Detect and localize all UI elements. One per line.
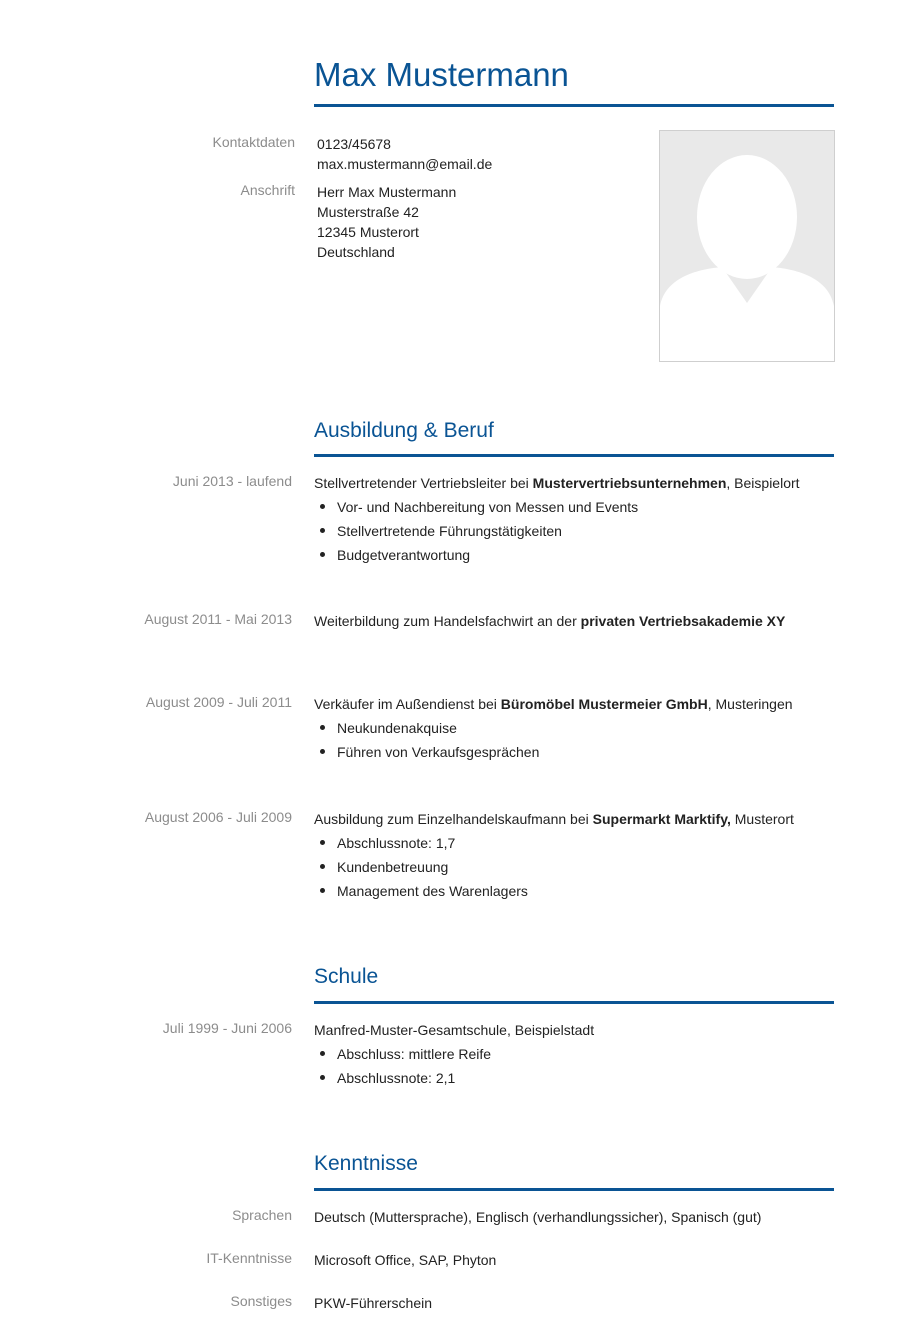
bullet-item: Neukundenakquise bbox=[314, 718, 834, 742]
entry-date: Juni 2013 - laufend bbox=[172, 473, 292, 489]
section-title-career: Ausbildung & Beruf bbox=[314, 419, 494, 442]
bullet-item: Stellvertretende Führungstätigkeiten bbox=[314, 521, 834, 545]
bullet-item: Budgetverantwortung bbox=[314, 545, 834, 569]
skill-value: Deutsch (Muttersprache), Englisch (verhandlungssicher), Spanisch (gut) bbox=[314, 1209, 762, 1225]
career-entry: Verkäufer im Außendienst bei Büromöbel Mustermeier GmbH, Musteringen Neukundenakquise Führen von Verkaufsgesprächen bbox=[314, 694, 834, 766]
skill-label: Sprachen bbox=[232, 1207, 292, 1223]
address-line: Herr Max Mustermann bbox=[317, 184, 457, 200]
skill-label: IT-Kenntnisse bbox=[206, 1250, 292, 1266]
career-entry: Ausbildung zum Einzelhandelskaufmann bei Supermarkt Marktify, Musterort Abschlussnote: 1,7 Kundenbetreuung Management des Warenlagers bbox=[314, 809, 834, 905]
section-rule bbox=[314, 454, 834, 457]
section-title-school: Schule bbox=[314, 965, 379, 988]
section-rule bbox=[314, 1188, 834, 1191]
address-line: Musterstraße 42 bbox=[317, 204, 419, 220]
entry-date: August 2006 - Juli 2009 bbox=[144, 809, 292, 825]
entry-date: August 2009 - Juli 2011 bbox=[145, 694, 292, 710]
address-label: Anschrift bbox=[240, 182, 295, 198]
contact-email: max.mustermann@email.de bbox=[317, 156, 493, 172]
contact-label: Kontaktdaten bbox=[212, 134, 295, 150]
bullet-item: Kundenbetreuung bbox=[314, 857, 834, 881]
career-entry: Stellvertretender Vertriebsleiter bei Mustervertriebsunternehmen, Beispielort Vor- und Nachbereitung von Messen und Events Stellvertretende Führungstätigkeiten Budgetverantwortung bbox=[314, 473, 834, 569]
bullet-item: Management des Warenlagers bbox=[314, 881, 834, 905]
skill-value: PKW-Führerschein bbox=[314, 1295, 433, 1311]
person-silhouette-icon bbox=[660, 131, 834, 361]
address-line: Deutschland bbox=[317, 244, 395, 260]
bullet-item: Abschlussnote: 1,7 bbox=[314, 833, 834, 857]
section-title-skills: Kenntnisse bbox=[314, 1152, 418, 1175]
name-underline bbox=[314, 104, 834, 107]
skill-label: Sonstiges bbox=[230, 1293, 292, 1309]
bullet-item: Vor- und Nachbereitung von Messen und Events bbox=[314, 497, 834, 521]
bullet-item: Führen von Verkaufsgesprächen bbox=[314, 742, 834, 766]
school-entry: Manfred-Muster-Gesamtschule, Beispielstadt Abschluss: mittlere Reife Abschlussnote: 2,1 bbox=[314, 1020, 834, 1092]
cv-name: Max Mustermann bbox=[314, 56, 569, 93]
skill-value: Microsoft Office, SAP, Phyton bbox=[314, 1252, 497, 1268]
career-entry: Weiterbildung zum Handelsfachwirt an der privaten Vertriebsakademie XY bbox=[314, 613, 786, 629]
address-line: 12345 Musterort bbox=[317, 224, 419, 240]
profile-photo bbox=[659, 130, 835, 362]
contact-phone: 0123/45678 bbox=[317, 136, 391, 152]
section-rule bbox=[314, 1001, 834, 1004]
entry-date: Juli 1999 - Juni 2006 bbox=[162, 1020, 292, 1036]
entry-date: August 2011 - Mai 2013 bbox=[144, 611, 292, 627]
bullet-item: Abschluss: mittlere Reife bbox=[314, 1044, 834, 1068]
bullet-item: Abschlussnote: 2,1 bbox=[314, 1068, 834, 1092]
